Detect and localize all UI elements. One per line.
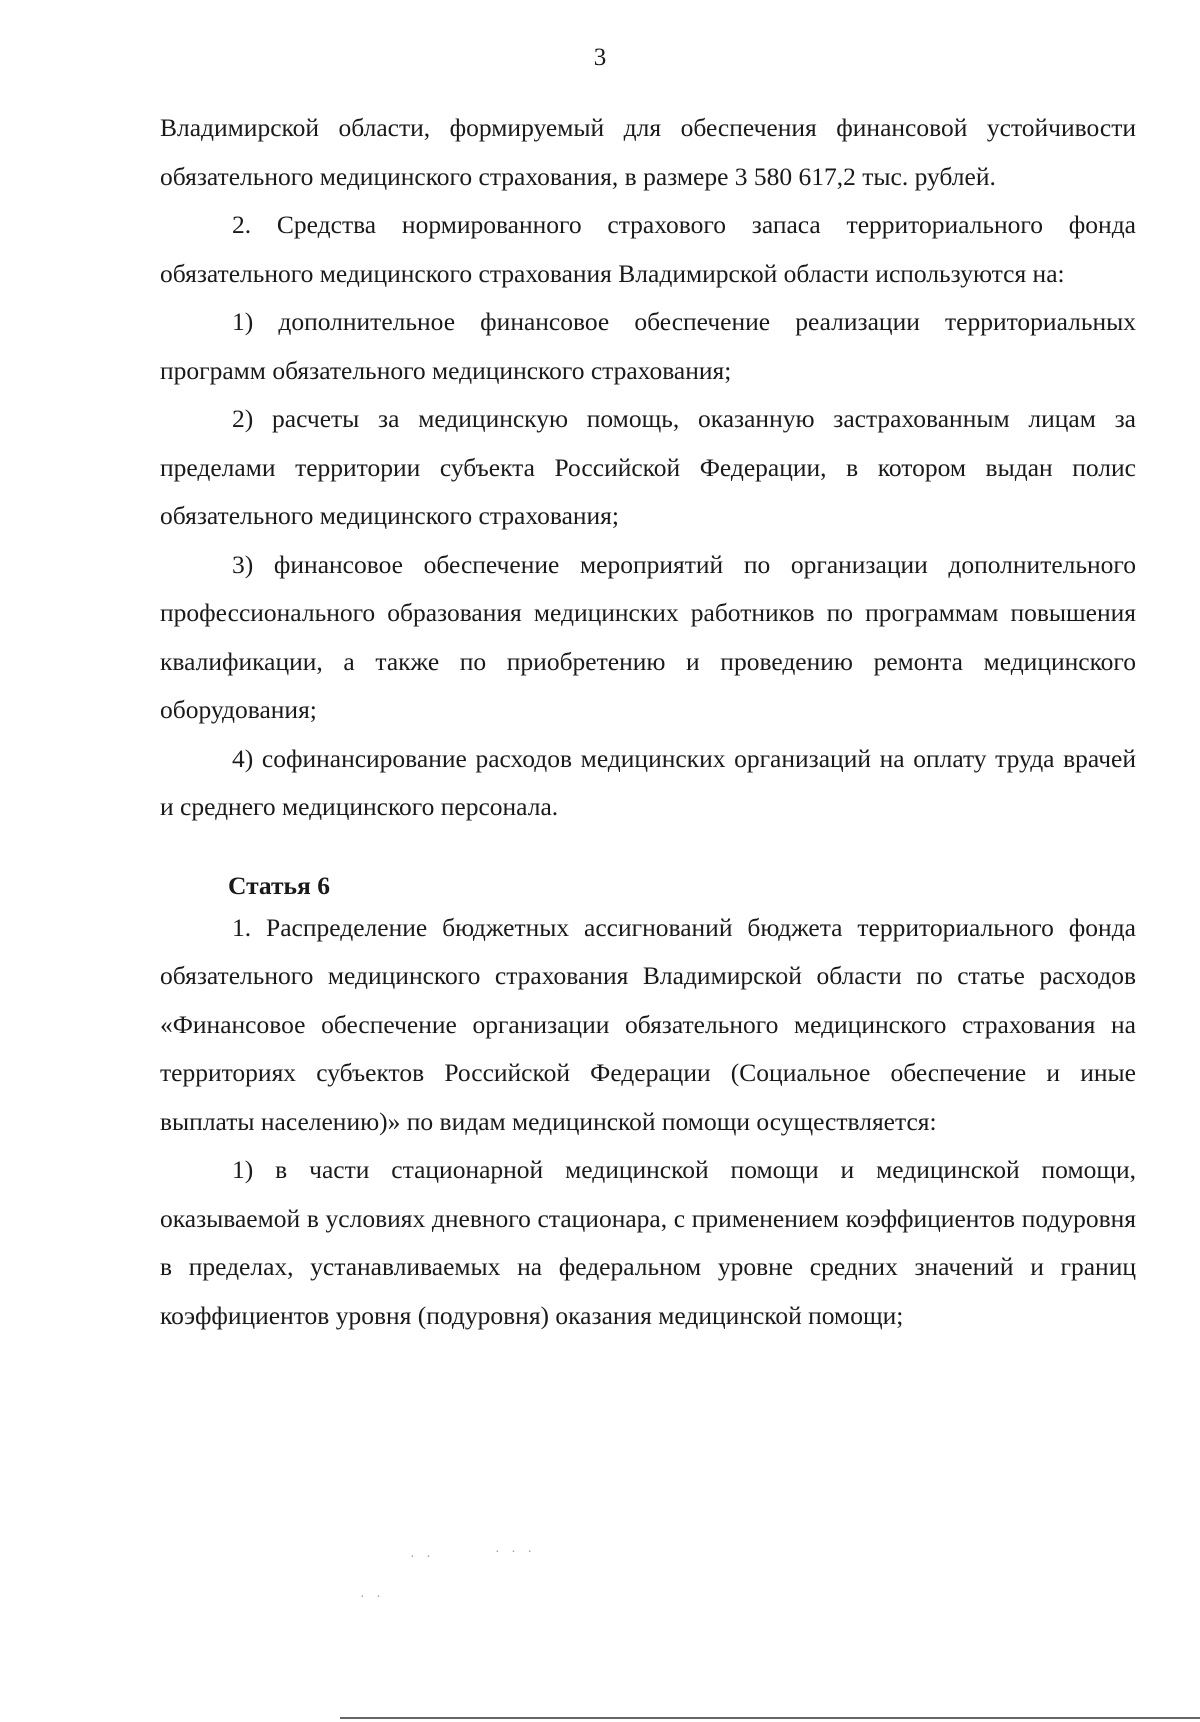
- document-body: [160, 104, 1136, 1340]
- paragraph: 1. Распределение бюджетных ассигнований бюджета территориального фонда обязательного медицинского страхования Владимирской области по статье расходов «Финансовое обеспечение организации обязательного медицинского страхования на территориях субъектов Российской Федерации (Социальное обеспечение и иные выплаты населению)» по видам медицинской помощи осуществляется:: [160, 912, 1136, 1136]
- list-item: 1) дополнительное финансовое обеспечение реализации территориальных программ обязательного медицинского страхования;: [160, 307, 1136, 385]
- bottom-rule: [340, 1717, 1200, 1719]
- scan-speckle: · ·: [360, 1590, 385, 1605]
- list-item: 3) финансовое обеспечение мероприятий по организации дополнительного профессионального образования медицинских работников по программам повышения квалификации, а также по приобретению и проведению ремонта медицинского оборудования;: [160, 549, 1136, 724]
- list-item: 4) софинансирование расходов медицинских организаций на оплату труда врачей и среднего медицинского персонала.: [160, 743, 1136, 821]
- list-item: 2) расчеты за медицинскую помощь, оказанную застрахованным лицам за пределами территории субъекта Российской Федерации, в котором выдан полис обязательного медицинского страхования;: [160, 404, 1136, 530]
- scan-speckle: · · ·: [495, 1545, 536, 1560]
- paragraph: 2. Средства нормированного страхового запаса территориального фонда обязательного медицинского страхования Владимирской области используются на:: [160, 210, 1136, 288]
- article-heading: Статья 6: [228, 870, 330, 900]
- list-item: 1) в части стационарной медицинской помощи и медицинской помощи, оказываемой в условиях дневного стационара, с применением коэффициентов подуровня в пределах, устанавливаемых на федеральном уровне средних значений и границ коэффициентов уровня (подуровня) оказания медицинской помощи;: [160, 1155, 1136, 1330]
- scan-speckle: · ·: [410, 1550, 435, 1565]
- paragraph: Владимирской области, формируемый для обеспечения финансовой устойчивости обязательного медицинского страхования, в размере 3 580 617,2 тыс. рублей.: [160, 113, 1136, 191]
- page-number: 3: [593, 44, 607, 71]
